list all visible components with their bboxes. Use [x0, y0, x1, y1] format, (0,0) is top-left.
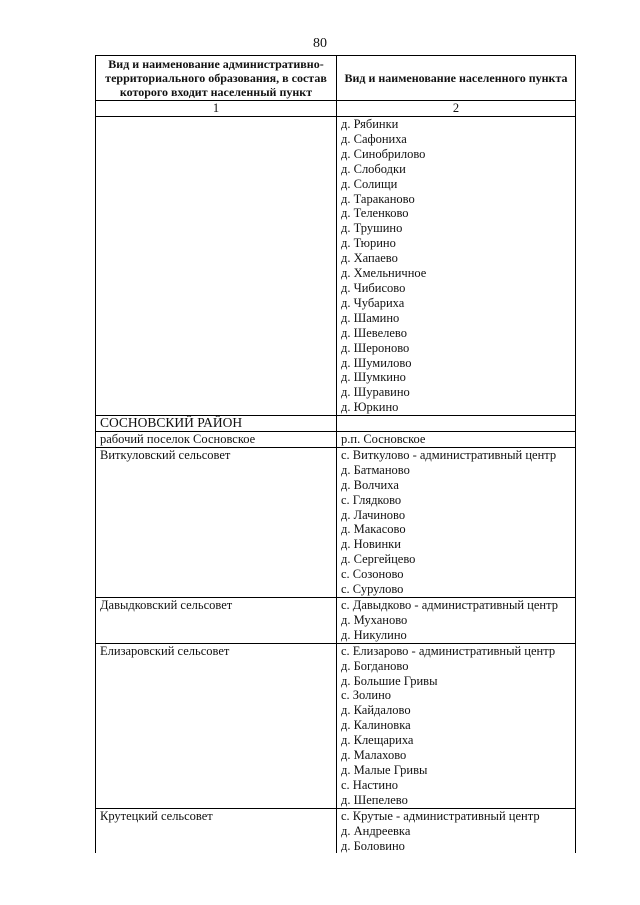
settlement-cell: д. Лачиново — [337, 508, 576, 523]
table-row — [96, 778, 576, 793]
settlement-cell: д. Шумкино — [337, 370, 576, 385]
table-row — [96, 552, 576, 567]
settlement-cell: д. Малахово — [337, 748, 576, 763]
settlement-cell: д. Шумилово — [337, 356, 576, 371]
table-row — [96, 370, 576, 385]
table-row — [96, 703, 576, 718]
settlement-cell: с. Золино — [337, 688, 576, 703]
admin-unit-cell: Крутецкий сельсовет — [96, 808, 337, 823]
settlement-cell: д. Большие Гривы — [337, 674, 576, 689]
admin-unit-cell — [96, 522, 337, 537]
table-row — [96, 674, 576, 689]
header-row — [96, 56, 576, 101]
admin-unit-cell — [96, 251, 337, 266]
admin-unit-cell — [96, 356, 337, 371]
settlement-cell: д. Чубариха — [337, 296, 576, 311]
column-number-2: 2 — [337, 101, 576, 117]
admin-unit-cell — [96, 147, 337, 162]
admin-unit-cell — [96, 192, 337, 207]
table-row — [96, 266, 576, 281]
settlement-cell: д. Тараканово — [337, 192, 576, 207]
admin-unit-cell — [96, 748, 337, 763]
admin-unit-cell — [96, 370, 337, 385]
table-row — [96, 132, 576, 147]
header-admin-unit: Вид и наименование административно-территориального образования, в состав которого входит населенный пункт — [96, 56, 337, 101]
admin-unit-cell: Давыдковский сельсовет — [96, 598, 337, 613]
settlement-cell: д. Волчиха — [337, 478, 576, 493]
table-row — [96, 117, 576, 132]
table-row — [96, 598, 576, 613]
settlement-cell: д. Рябинки — [337, 117, 576, 132]
settlement-cell: д. Шепелево — [337, 793, 576, 808]
admin-unit-cell — [96, 733, 337, 748]
table-row — [96, 808, 576, 823]
settlement-cell: д. Хапаево — [337, 251, 576, 266]
admin-unit-cell — [96, 659, 337, 674]
table-row — [96, 537, 576, 552]
admin-unit-cell — [96, 311, 337, 326]
table-row — [96, 688, 576, 703]
admin-unit-cell — [96, 567, 337, 582]
settlement-cell: д. Никулино — [337, 628, 576, 643]
admin-unit-cell: рабочий поселок Сосновское — [96, 432, 337, 448]
settlement-cell: д. Калиновка — [337, 718, 576, 733]
admin-unit-cell — [96, 341, 337, 356]
table-row — [96, 192, 576, 207]
admin-unit-cell — [96, 132, 337, 147]
table-row — [96, 824, 576, 839]
admin-unit-cell — [96, 478, 337, 493]
table-row — [96, 162, 576, 177]
admin-unit-cell: СОСНОВСКИЙ РАЙОН — [96, 416, 337, 432]
settlement-cell: д. Шамино — [337, 311, 576, 326]
table-row — [96, 341, 576, 356]
settlement-cell: с. Глядково — [337, 493, 576, 508]
admin-unit-cell — [96, 537, 337, 552]
settlement-cell: д. Хмельничное — [337, 266, 576, 281]
table-row — [96, 793, 576, 808]
settlement-cell: д. Боловино — [337, 839, 576, 854]
settlement-cell: д. Сергейцево — [337, 552, 576, 567]
table-row — [96, 493, 576, 508]
table-row — [96, 643, 576, 658]
table-row — [96, 508, 576, 523]
table-row — [96, 251, 576, 266]
settlement-cell: с. Виткулово - административный центр — [337, 447, 576, 462]
settlement-cell: с. Настино — [337, 778, 576, 793]
settlement-cell: д. Клещариха — [337, 733, 576, 748]
admin-unit-cell — [96, 552, 337, 567]
admin-unit-cell: Виткуловский сельсовет — [96, 447, 337, 462]
admin-unit-cell — [96, 508, 337, 523]
settlement-cell: р.п. Сосновское — [337, 432, 576, 448]
header-settlement: Вид и наименование населенного пункта — [337, 56, 576, 101]
admin-unit-cell — [96, 628, 337, 643]
table-row — [96, 326, 576, 341]
admin-unit-cell — [96, 385, 337, 400]
admin-unit-cell — [96, 582, 337, 597]
admin-unit-cell — [96, 674, 337, 689]
settlement-cell — [337, 416, 576, 432]
admin-unit-cell — [96, 296, 337, 311]
admin-unit-cell — [96, 778, 337, 793]
table-row — [96, 147, 576, 162]
settlement-cell: д. Шевелево — [337, 326, 576, 341]
table-row — [96, 385, 576, 400]
page-number: 80 — [313, 36, 327, 51]
table-row — [96, 748, 576, 763]
admin-unit-cell — [96, 839, 337, 854]
table-row — [96, 567, 576, 582]
table-row — [96, 659, 576, 674]
admin-unit-cell — [96, 281, 337, 296]
table-row — [96, 400, 576, 415]
settlement-cell: д. Солищи — [337, 177, 576, 192]
admin-unit-cell — [96, 613, 337, 628]
table-row — [96, 478, 576, 493]
column-number-1: 1 — [96, 101, 337, 117]
settlement-cell: д. Шуравино — [337, 385, 576, 400]
settlement-cell: д. Синобрилово — [337, 147, 576, 162]
district-row — [96, 416, 576, 432]
settlement-cell: д. Юркино — [337, 400, 576, 415]
table-row — [96, 763, 576, 778]
settlement-cell: с. Елизарово - административный центр — [337, 643, 576, 658]
settlement-cell: с. Давыдково - административный центр — [337, 598, 576, 613]
table-row — [96, 432, 576, 448]
table-row — [96, 236, 576, 251]
admin-unit-cell — [96, 266, 337, 281]
table-row — [96, 582, 576, 597]
table-row — [96, 296, 576, 311]
settlement-cell: д. Слободки — [337, 162, 576, 177]
table-row — [96, 839, 576, 854]
settlements-table — [95, 55, 576, 853]
admin-unit-cell — [96, 162, 337, 177]
admin-unit-cell — [96, 400, 337, 415]
admin-unit-cell — [96, 206, 337, 221]
admin-unit-cell — [96, 463, 337, 478]
admin-unit-cell — [96, 824, 337, 839]
admin-unit-cell — [96, 703, 337, 718]
admin-unit-cell — [96, 493, 337, 508]
admin-unit-cell — [96, 688, 337, 703]
settlement-cell: д. Андреевка — [337, 824, 576, 839]
admin-unit-cell — [96, 117, 337, 132]
settlement-cell: д. Кайдалово — [337, 703, 576, 718]
table-row — [96, 463, 576, 478]
settlement-cell: д. Трушино — [337, 221, 576, 236]
settlement-cell: д. Сафониха — [337, 132, 576, 147]
admin-unit-cell — [96, 236, 337, 251]
settlement-cell: д. Малые Гривы — [337, 763, 576, 778]
settlement-cell: с. Созоново — [337, 567, 576, 582]
settlement-cell: д. Чибисово — [337, 281, 576, 296]
admin-unit-cell — [96, 793, 337, 808]
admin-unit-cell — [96, 326, 337, 341]
table-header — [96, 56, 576, 117]
table-row — [96, 628, 576, 643]
table-row — [96, 733, 576, 748]
settlement-cell: с. Крутые - административный центр — [337, 808, 576, 823]
table-row — [96, 522, 576, 537]
settlement-cell: д. Муханово — [337, 613, 576, 628]
column-number-row — [96, 101, 576, 117]
settlement-cell: д. Макасово — [337, 522, 576, 537]
table-row — [96, 281, 576, 296]
table-row — [96, 221, 576, 236]
settlement-cell: д. Тюрино — [337, 236, 576, 251]
table-row — [96, 206, 576, 221]
admin-unit-cell — [96, 718, 337, 733]
admin-unit-cell — [96, 177, 337, 192]
settlement-cell: д. Теленково — [337, 206, 576, 221]
admin-unit-cell: Елизаровский сельсовет — [96, 643, 337, 658]
table-row — [96, 356, 576, 371]
table-row — [96, 311, 576, 326]
settlement-cell: д. Богданово — [337, 659, 576, 674]
table-row — [96, 447, 576, 462]
settlement-cell: д. Батманово — [337, 463, 576, 478]
admin-unit-cell — [96, 221, 337, 236]
table-body — [96, 117, 576, 854]
table-row — [96, 177, 576, 192]
settlement-cell: с. Сурулово — [337, 582, 576, 597]
settlement-cell: д. Новинки — [337, 537, 576, 552]
table-row — [96, 613, 576, 628]
admin-unit-cell — [96, 763, 337, 778]
settlement-cell: д. Шероново — [337, 341, 576, 356]
table-row — [96, 718, 576, 733]
